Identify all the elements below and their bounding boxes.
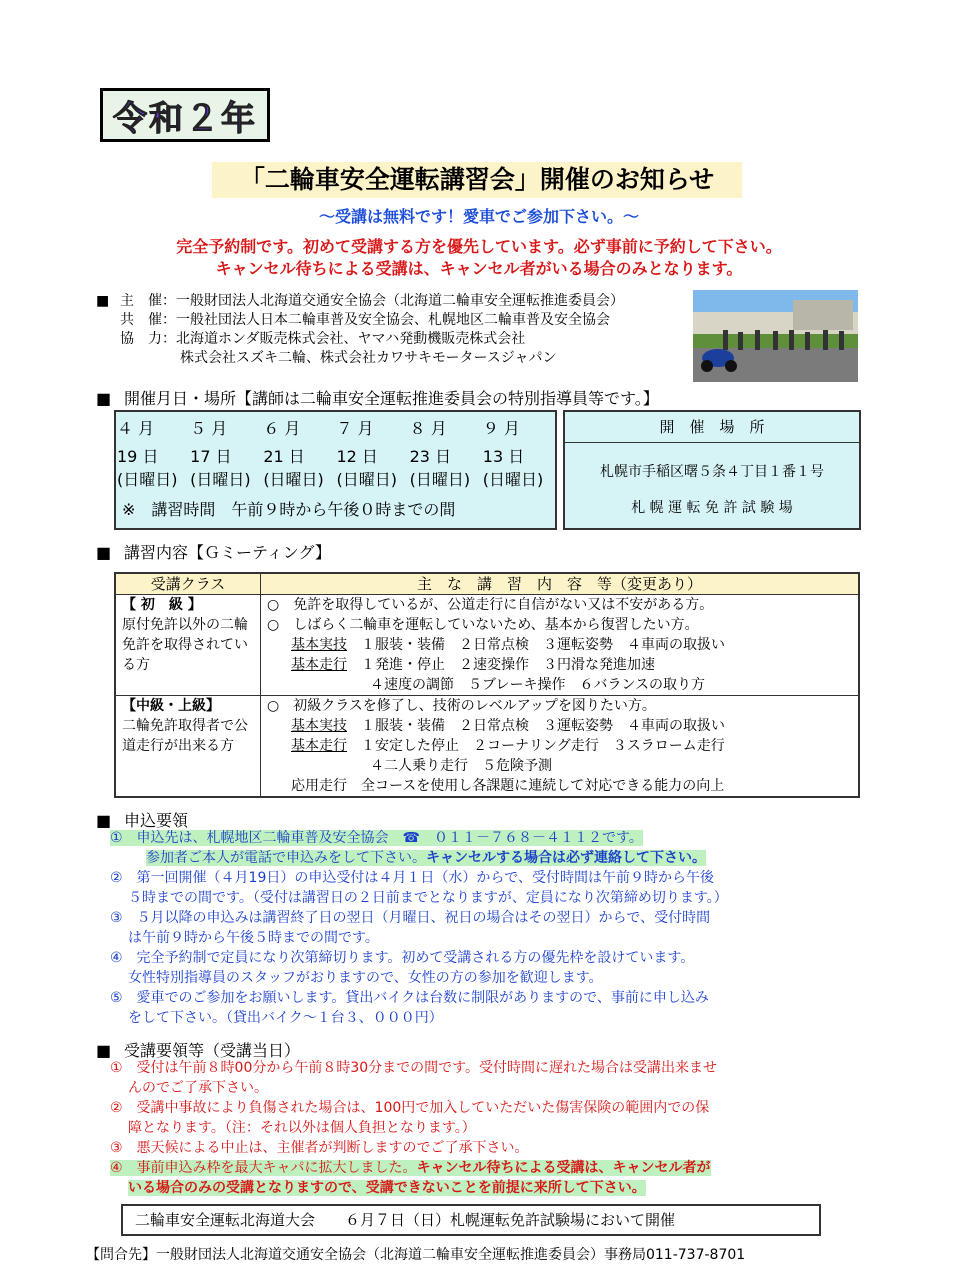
contact-line: 【問合先】一般財団法人北海道交通安全協会（北海道二輪車安全運転推進委員会）事務局011-737-8701 [86,1247,746,1263]
convention-box: 二輪車安全運転北海道大会 ６月７日（日）札幌運転免許試験場において開催 [121,1204,821,1236]
day-cell: 12 日 (日曜日) [336,447,397,489]
advanced-content: ○ 初級クラスを修了し、技術のレベルアップを図りたい方。 基本実技 １服装・装備 ２日常点検 ３運転姿勢 ４車両の取扱い 基本走行 １安定した停止 ２コーナリング走行 ３スラローム走行 ４二人乗り走行 ５危険予測 応用走行 全コースを使用し各課題に連続して対応できる能力の向上 [261,696,860,798]
month-cell: ７ 月 [336,418,374,438]
course-table [114,572,860,798]
beginner-content: ○ 免許を取得しているが、公道走行に自信がない又は不安がある方。 ○ しばらく二輪車を運転していないため、基本から復習したい方。 基本実技 １服装・装備 ２日常点検 ３運転姿勢 ４車両の取扱い 基本走行 １発進・停止 ２速変操作 ３円滑な発進加速 ４速度の調節 ５ブレーキ操作 ６バランスの取り方 [261,595,860,696]
venue-box [563,410,861,530]
day-cell: 21 日 (日曜日) [263,447,324,489]
venue-name: 札 幌 運 転 免 許 試 験 場 [631,500,793,516]
col-class: 受講クラス [115,573,261,595]
apply-heading: ■ 申込要領 [96,811,189,830]
advanced-class: 【中級・上級】 二輪免許取得者で公道走行が出来る方 [115,696,261,798]
organizers: ■ 主 催：一般財団法人北海道交通安全協会（北海道二輪車安全運転推進委員会） 共 催：一般社団法人日本二輪車普及安全協会、札幌地区二輪車普及安全協会 協 力：北海道ホンダ販売株式会社、ヤマハ発動機販売株式会社 株式会社スズキ二輪、株式会社カワサキモータースジャパン [96,293,624,366]
apply-list: ① 申込先は、札幌地区二輪車普及安全協会 ☎ ０１１－７６８－４１１２です。 参加者ご本人が電話で申込みをして下さい。キャンセルする場合は必ず連絡して下さい。 ② 第一回開催（４月19日）の申込受付は４月１日（水）からで、受付時間は午前９時から午後 ５時までの間です。（受付は講習日の２日前までとなりますが、定員になり次第締め切ります。） ③ ５月以降の申込みは講習終了日の翌日（月曜日、祝日の場合はその翌日）からで、受付時間 は午前９時から午後５時までの間です。 ④ 完全予約制で定員になり次第締切ります。初めて受講される方の優先枠を設けています。 女性特別指導員のスタッフがおりますので、女性の方の参加を歓迎します。 ⑤ 愛車でのご参加をお願いします。貸出バイクは台数に制限がありますので、事前に申し込み をして下さい。（貸出バイク～１台３、０００円） [110,830,728,1026]
schedule-table [114,410,557,530]
warning-line-1: 完全予約制です。初めて受講する方を優先しています。必ず事前に予約して下さい。 [176,237,782,256]
subtitle: ～受講は無料です！愛車でご参加下さい。～ [318,207,639,226]
day-heading: ■ 受講要領等（受講当日） [96,1041,301,1060]
month-cell: ６ 月 [263,418,301,438]
day-cell: 17 日 (日曜日) [190,447,251,489]
time-note: ※ 講習時間 午前９時から午後０時までの間 [122,499,456,519]
col-content: 主 な 講 習 内 容 等（変更あり） [261,573,860,595]
venue-label: 開 催 場 所 [565,412,859,443]
month-cell: ５ 月 [190,418,228,438]
month-cell: ４ 月 [117,418,155,438]
warning-line-2: キャンセル待ちによる受講は、キャンセル者がいる場合のみとなります。 [215,259,743,278]
year-badge: 令和２年 [100,88,270,142]
month-cell: ８ 月 [409,418,447,438]
content-heading: ■ 講習内容【Ｇミーティング】 [96,543,331,562]
venue-address: 札幌市手稲区曙５条４丁目１番１号 [600,464,824,480]
page-title: 「二輪車安全運転講習会」開催のお知らせ [212,162,742,198]
day-list: ① 受付は午前８時00分から午前８時30分までの間です。受付時間に遅れた場合は受講出来ませ んのでご了承下さい。 ② 受講中事故により負傷された場合は、100円で加入していただいた傷害保険の範囲内での保 障となります。（注：それ以外は個人負担となります。） ③ 悪天候による中止は、主催者が判断しますのでご了承下さい。 ④ 事前申込み枠を最大キャパに拡大しました。キャンセル待ちによる受講は、キャンセル者が いる場合のみの受講となりますので、受講できないことを前提に来所して下さい。 [110,1060,718,1196]
month-cell: ９ 月 [482,418,520,438]
schedule-heading: ■ 開催月日・場所【講師は二輪車安全運転推進委員会の特別指導員等です。】 [96,389,659,408]
day-cell: 19 日 (日曜日) [117,447,178,489]
day-cell: 13 日 (日曜日) [482,447,544,489]
day-cell: 23 日 (日曜日) [409,447,471,489]
beginner-class: 【 初 級 】 原付免許以外の二輪免許を取得されている方 [115,595,261,696]
training-photo [693,290,858,382]
